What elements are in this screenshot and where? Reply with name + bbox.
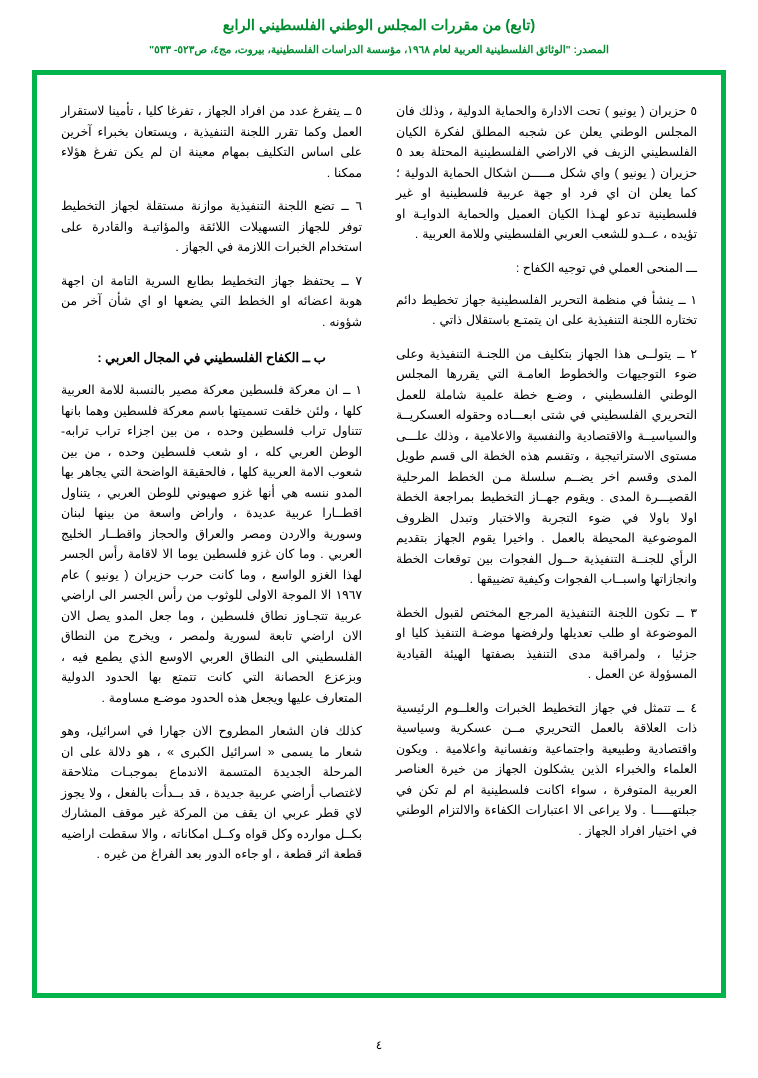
document-source: المصدر: "الوثائق الفلسطينية العربية لعام ١٩٦٨، مؤسسة الدراسات الفلسطينية، بيروت، مج٤، ص٥٢٣- ٥٣٣" xyxy=(149,44,609,56)
page-number: ٤ xyxy=(375,1038,383,1052)
content-frame xyxy=(32,70,726,998)
paragraph: ١ ــ ان معركة فلسطين معركة مصير بالنسبة للامة العربية كلها ، ولئن خلقت تسميتها باسم معركة فلسطين وهما بانها تتناول تراب فلسطين وحده ، من بين اجزاء تراب ترابه-الوطن العربي كله ، او شعب فلسطين وحده ، من بين شعوب الامة العربية كلها ، فالحقيقة الواضحة التي يجاهر بها المدو ننسه هي أنها غزو صهيوني للوطن العربي ، يتناول اقطــارا عربية عديدة ، واراض واسعة من بينها لبنان وسورية والاردن ومصر والعراق والحجاز واقطــار الخليج العربي . وما كان غزو فلسطين يوما الا لاقامة رأس الجسر لهذا الغزو الواسع ، وما كانت حرب حزيران ( يونيو ) عام ١٩٦٧ الا الموجة الاولى للوثوب من رأس الجسر الى اراضي عربية تتجـاوز نطاق فلسطين ، وما جعل المدو يصل الان الان اراضي تابعة لسورية ولمصر ، ويخرج من النطاق الفلسطيني الى النطاق العربي الاوسع الذي يطمع فيه ، وبزعزع الحصانة التي كانت تتمتع بها الحدود الدولية المتعارف عليها ويجعل هذه الحدود موضـع مساومة . xyxy=(61,383,362,705)
column-left xyxy=(61,101,362,975)
paragraph: كذلك فان الشعار المطروح الان جهارا في اسرائيل، وهو شعار ما يسمى « اسرائيل الكبرى » ، هو دلالة على ان المرحلة الجديدة المتسمة الاندماع بموجبـات مثلاحقة لاغتصاب أراضي عربية جديدة ، قد بــدأت بالفعل ، ولا يجوز لاي قطر عربي ان يقف من المركة غير موقف المشارك بكــل موارده وكل قواه وكــل امكاناته ، والا سقطت اراضيه قطعة اثر قطعة ، او جاءه الدور بعد الفراغ من غيره . xyxy=(61,724,362,861)
column-right xyxy=(396,101,697,975)
paragraph: ٤ ــ تتمثل في جهاز التخطيط الخبرات والعلــوم الرئيسية ذات العلاقة بالعمل التحريري مــن عسكرية وسياسية واقتصادية وطبيعية واجتماعية ونفسانية واعلامية . ويكون العلماء والخبراء الذين يشكلون الجهاز من خيرة العناصر العربية المتوفرة ، سواء اكانت فلسطينية ام لم تكن في جبلتهـــــا . ولا يراعى الا اعتبارات الكفاءة والالتزام الوطني في اختيار افراد الجهاز . xyxy=(396,700,697,838)
paragraph: ٢ ــ يتولــى هذا الجهاز بتكليف من اللجنـة التنفيذية وعلى ضوء التوجيهات والخطوط العامـة التي يقررها المجلس الوطني الفلسطيني ، وضـع خطة علمية شاملة للعمل التحريري الفلسطيني في شتى ابعـــاده وحقوله العسكريــة والسياسيــة والاقتصادية والنفسية والاعلامية ، وذلك علـــى مستوى الاستراتيجية ، وتقسم هذه الخطة الى قسم طويل المدى وقسم اخر يضــم سلسلة مـن الخطط المرحلية القصيـــرة المدى . ويقوم جهــاز التخطيط بمراجعة الخطة اولا باولا في ضوء التجربة والاختبار وتبدل الظروف الموضوعية المحيطة بالعمل . واخيرا يقوم الجهاز بتقديم الرأي للجنــة التنفيذية حــول الفجوات بين توقعات الخطة وانجازاتها واسبــاب الفجوات وكيفية تضييقها . xyxy=(396,346,697,586)
paragraph: ٥ ــ يتفرغ عدد من افراد الجهاز ، تفرغا كليا ، تأمينا لاستقرار العمل وكما تقرر اللجنة التنفيذية ، ويستعان بخبراء آخرين على اساس التكليف بمهام معينة ان لم يكن تفرغ هؤلاء ممكنا . xyxy=(61,104,362,180)
paragraph: ٣ ــ تكون اللجنة التنفيذية المرجع المختص لقبول الخطة الموضوعة او طلب تعديلها ولرفضها موضـة التنفيذ كليا او جزئيا ، ولمراقبة مدى التنفيذ بصفتها الهيئة القيادية المسؤولة عن العمل . xyxy=(396,605,697,681)
paragraph: ٦ ــ تضع اللجنة التنفيذية موازنة مستقلة لجهاز التخطيط توفر للجهاز التسهيلات اللائقة والمؤاتيـة والقادرة على استخدام الخبرات اللازمة في الجهاز . xyxy=(61,199,362,254)
section-heading-practical-approach: ـــ المنحى العملي في توجيه الكفاح : xyxy=(515,260,697,275)
paragraph: ٧ ــ يحتفظ جهاز التخطيط بطابع السرية التامة ان اجهة هوبة اعضائه او الخطط التي يضعها او اي شأن آخر من شؤونه . xyxy=(61,273,362,329)
paragraph: ٥ حزيران ( يونيو ) تحت الادارة والحماية الدولية ، وذلك فان المجلس الوطني يعلن عن شجبه المطلق لفكرة الكيان الفلسطيني الزيف في الاراضي الفلسطينية المحتلة بعد ٥ حزيران ( يونيو ) واي شكل مـــــن اشكال الحماية الدولية ؛ كما يعلن ان اي فرد او جهة عربية فلسطينية او غير فلسطينية تدعو لهـذا الكيان العميل والحماية الدوايـة او تؤيده ، عــدو للشعب العربي الفلسطيني وللامة العربية . xyxy=(396,104,697,241)
section-heading-arab-arena: ب ــ الكفاح الفلسطيني في المجال العربي : xyxy=(97,350,326,365)
page-title: (تابع) من مقررات المجلس الوطني الفلسطيني الرابع xyxy=(222,18,536,34)
paragraph: ١ ــ ينشأ في منظمة التحرير الفلسطينية جهاز تخطيط دائم تختاره اللجنة التنفيذية على ان يتمتـع باستقلال ذاتي . xyxy=(396,292,697,327)
two-column-body xyxy=(61,101,697,975)
